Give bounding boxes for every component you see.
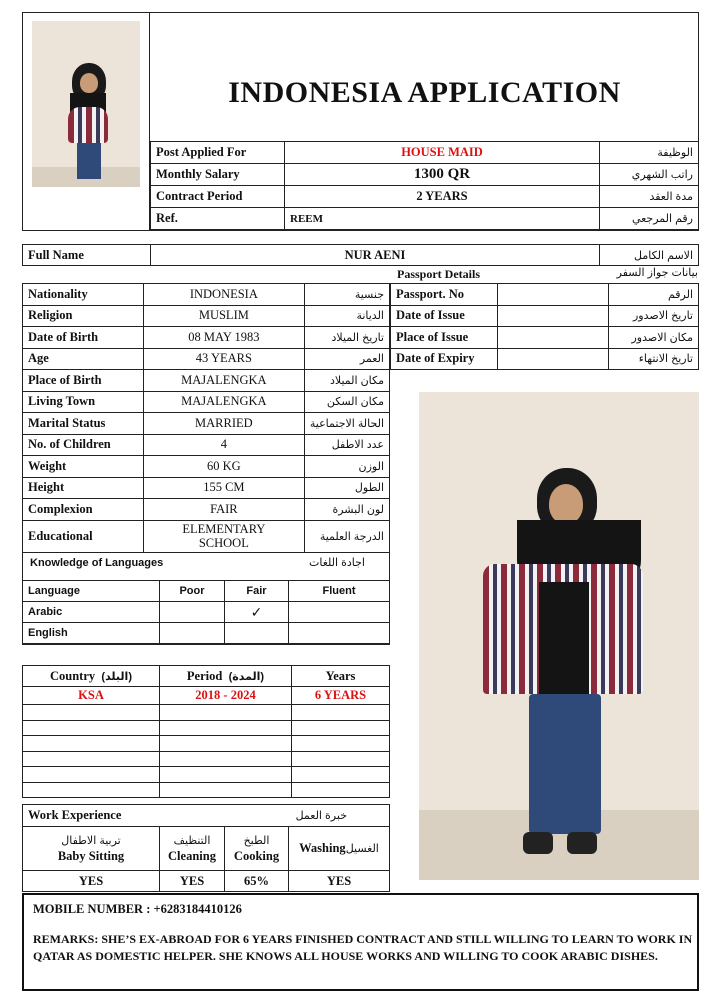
exp-empty-cell <box>160 751 292 767</box>
personal-label: Date of Birth <box>23 327 144 349</box>
personal-value: MARRIED <box>143 413 304 435</box>
personal-label: Height <box>23 477 144 499</box>
applicant-photo-large <box>419 392 699 880</box>
passport-no-ar: الرقم <box>609 284 699 306</box>
personal-label: Complexion <box>23 499 144 521</box>
full-name-ar: الاسم الكامل <box>600 245 699 266</box>
expiry-label: Date of Expiry <box>391 348 498 370</box>
personal-label: Living Town <box>23 391 144 413</box>
personal-label: No. of Children <box>23 434 144 456</box>
salary-ar: راتب الشهري <box>600 164 699 186</box>
lang-header-fluent: Fluent <box>289 581 390 602</box>
issue-date-value <box>498 305 609 327</box>
exp-country: KSA <box>23 687 160 705</box>
ref-value: REEM <box>285 208 600 230</box>
personal-ar: لون البشرة <box>304 499 389 521</box>
lang-arabic-fluent <box>289 602 390 623</box>
header-table <box>150 141 699 230</box>
personal-ar: تاريخ الميلاد <box>304 327 389 349</box>
exp-empty-cell <box>292 782 390 798</box>
personal-ar: عدد الاطفل <box>304 434 389 456</box>
skill-cooking-value: 65% <box>225 871 289 892</box>
exp-empty-cell <box>23 782 160 798</box>
personal-value: 43 YEARS <box>143 348 304 370</box>
personal-row <box>23 370 390 392</box>
full-name-table <box>22 244 699 266</box>
personal-label: Religion <box>23 305 144 327</box>
exp-empty-cell <box>292 705 390 721</box>
lang-arabic-poor <box>160 602 225 623</box>
exp-empty-row <box>23 751 390 767</box>
exp-empty-cell <box>23 720 160 736</box>
exp-empty-cell <box>292 751 390 767</box>
passport-title-ar: بيانات جواز السفر <box>616 267 698 279</box>
personal-ar: مكان الميلاد <box>304 370 389 392</box>
exp-years: 6 YEARS <box>292 687 390 705</box>
personal-row <box>23 413 390 435</box>
personal-ar: الدرجة العلمية <box>304 520 389 552</box>
skill-cleaning: التنظيف Cleaning <box>160 827 225 871</box>
exp-empty-cell <box>292 736 390 752</box>
personal-label: Marital Status <box>23 413 144 435</box>
personal-row <box>23 520 390 552</box>
skill-baby-sitting-value: YES <box>23 871 160 892</box>
personal-row <box>23 348 390 370</box>
personal-table <box>22 283 390 553</box>
exp-header-years: Years <box>292 666 390 687</box>
lang-header-poor: Poor <box>160 581 225 602</box>
personal-ar: الديانة <box>304 305 389 327</box>
exp-empty-cell <box>160 767 292 783</box>
personal-label: Weight <box>23 456 144 478</box>
page-title: INDONESIA APPLICATION <box>228 76 621 109</box>
languages-title: Knowledge of Languages <box>30 557 164 569</box>
exp-empty-row <box>23 782 390 798</box>
passport-title: Passport Details <box>397 267 480 281</box>
exp-empty-cell <box>292 767 390 783</box>
exp-empty-cell <box>160 720 292 736</box>
exp-empty-row <box>23 720 390 736</box>
personal-row <box>23 499 390 521</box>
exp-empty-cell <box>292 720 390 736</box>
work-exp-title-ar: خبرة العمل <box>225 805 390 827</box>
lang-english: English <box>23 623 160 644</box>
salary-value: 1300 QR <box>285 164 600 186</box>
exp-empty-row <box>23 705 390 721</box>
passport-table <box>390 283 699 370</box>
contract-value: 2 YEARS <box>285 186 600 208</box>
personal-value: FAIR <box>143 499 304 521</box>
full-name-value: NUR AENI <box>151 245 600 266</box>
work-exp-title: Work Experience <box>23 805 225 827</box>
applicant-photo-small <box>32 21 140 187</box>
ref-ar: رقم المرجعي <box>600 208 699 230</box>
issue-date-ar: تاريخ الاصدور <box>609 305 699 327</box>
personal-row <box>23 305 390 327</box>
exp-empty-cell <box>160 782 292 798</box>
experience-table <box>22 665 390 798</box>
personal-label: Nationality <box>23 284 144 306</box>
personal-label: Educational <box>23 520 144 552</box>
lang-english-fair <box>225 623 289 644</box>
personal-ar: الحالة الاجتماعية <box>304 413 389 435</box>
ref-label: Ref. <box>151 208 285 230</box>
issue-place-label: Place of Issue <box>391 327 498 349</box>
exp-empty-cell <box>23 751 160 767</box>
work-experience-table <box>22 804 390 892</box>
exp-empty-cell <box>23 705 160 721</box>
personal-value: MUSLIM <box>143 305 304 327</box>
personal-value: 155 CM <box>143 477 304 499</box>
post-ar: الوظيفة <box>600 142 699 164</box>
contract-ar: مدة العقد <box>600 186 699 208</box>
languages-table <box>22 580 390 644</box>
expiry-value <box>498 348 609 370</box>
personal-ar: الطول <box>304 477 389 499</box>
personal-ar: العمر <box>304 348 389 370</box>
issue-place-value <box>498 327 609 349</box>
lang-arabic-fair-check: ✓ <box>225 602 289 623</box>
personal-row <box>23 391 390 413</box>
salary-label: Monthly Salary <box>151 164 285 186</box>
lang-english-fluent <box>289 623 390 644</box>
issue-date-label: Date of Issue <box>391 305 498 327</box>
exp-header-period: Period (المدة) <box>160 666 292 687</box>
skill-baby-sitting: تربية الاطفال Baby Sitting <box>23 827 160 871</box>
personal-label: Age <box>23 348 144 370</box>
lang-header-language: Language <box>23 581 160 602</box>
expiry-ar: تاريخ الانتهاء <box>609 348 699 370</box>
personal-row <box>23 284 390 306</box>
languages-title-ar: اجادة اللغات <box>309 557 365 569</box>
personal-row <box>23 434 390 456</box>
mobile-number: MOBILE NUMBER : +6283184410126 <box>33 902 242 916</box>
skill-cooking: الطبخ Cooking <box>225 827 289 871</box>
personal-label: Place of Birth <box>23 370 144 392</box>
skill-washing-value: YES <box>289 871 390 892</box>
skill-cleaning-value: YES <box>160 871 225 892</box>
post-label: Post Applied For <box>151 142 285 164</box>
personal-value: MAJALENGKA <box>143 391 304 413</box>
exp-empty-cell <box>23 736 160 752</box>
remarks: REMARKS: SHE’S EX-ABROAD FOR 6 YEARS FINISHED CONTRACT AND STILL WILLING TO LEARN TO WORK IN QATAR AS DOMESTIC HELPER. SHE KNOWS ALL HOUSE WORKS AND WILLING TO COOK ARABIC DISHES. <box>33 932 693 963</box>
lang-header-fair: Fair <box>225 581 289 602</box>
passport-no-label: Passport. No <box>391 284 498 306</box>
post-value: HOUSE MAID <box>285 142 600 164</box>
personal-value: 08 MAY 1983 <box>143 327 304 349</box>
exp-empty-row <box>23 767 390 783</box>
exp-empty-cell <box>160 705 292 721</box>
personal-value: 4 <box>143 434 304 456</box>
personal-ar: مكان السكن <box>304 391 389 413</box>
exp-header-country: Country (البلد) <box>23 666 160 687</box>
personal-value: INDONESIA <box>143 284 304 306</box>
exp-period: 2018 - 2024 <box>160 687 292 705</box>
lang-arabic: Arabic <box>23 602 160 623</box>
personal-row <box>23 477 390 499</box>
personal-value: ELEMENTARY SCHOOL <box>143 520 304 552</box>
passport-no-value <box>498 284 609 306</box>
issue-place-ar: مكان الاصدور <box>609 327 699 349</box>
contract-label: Contract Period <box>151 186 285 208</box>
exp-empty-row <box>23 736 390 752</box>
full-name-label: Full Name <box>23 245 151 266</box>
personal-ar: جنسية <box>304 284 389 306</box>
personal-value: 60 KG <box>143 456 304 478</box>
personal-row <box>23 327 390 349</box>
personal-row <box>23 456 390 478</box>
skill-washing: Washingالغسيل <box>289 827 390 871</box>
exp-empty-cell <box>160 736 292 752</box>
lang-english-poor <box>160 623 225 644</box>
personal-value: MAJALENGKA <box>143 370 304 392</box>
exp-empty-cell <box>23 767 160 783</box>
personal-ar: الوزن <box>304 456 389 478</box>
